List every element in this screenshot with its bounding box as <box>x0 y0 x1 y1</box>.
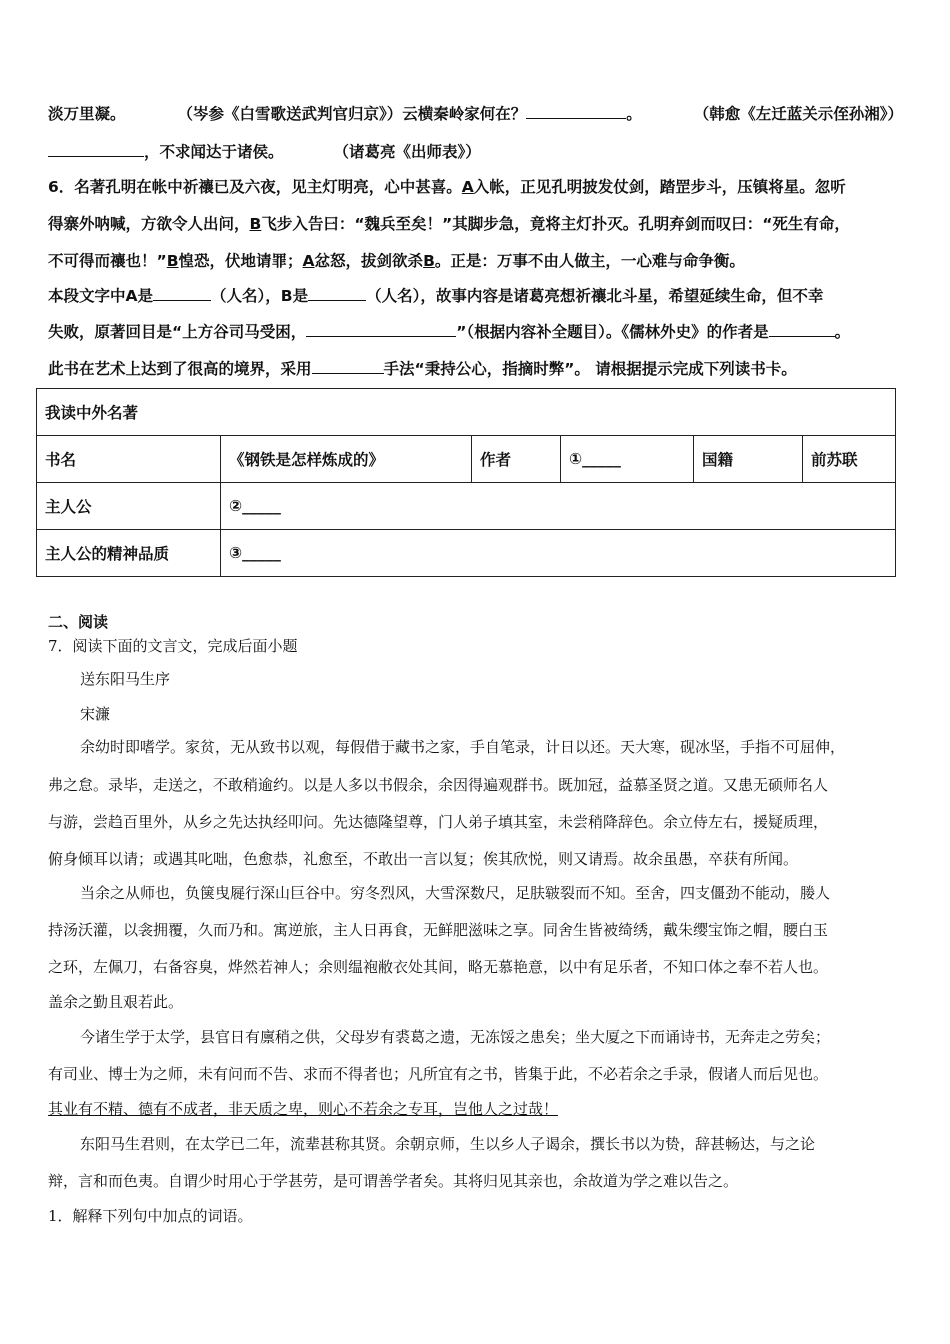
poem-line-1: 淡万里凝。 （岑参《白雪歌送武判官归京》）云横秦岭家何在？ 。 （韩愈《左迁蓝关示侄孙湘》） <box>48 105 904 123</box>
blank[interactable] <box>526 104 626 119</box>
blank-name-a[interactable] <box>153 286 211 301</box>
essay-author: 宋濂 <box>80 705 111 723</box>
q6-line-5: 失败，原著回目是“上方谷司马受困， ”（根据内容补全题目）。《儒林外史》的作者是 。 <box>48 323 851 341</box>
poem-line-2: ，不求闻达于诸侯。 （诸葛亮《出师表》） <box>48 140 481 162</box>
q6-line-6: 此书在艺术上达到了很高的境界，采用 手法“秉持公心，指摘时弊”。 请根据提示完成下列读书卡。 <box>48 360 797 378</box>
hero-value[interactable]: ②_____ <box>221 483 896 530</box>
nation-value: 前苏联 <box>803 436 896 483</box>
q6-line-4: 本段文字中A是 （人名），B是 （人名），故事内容是诸葛亮想祈禳北斗星，希望延续生命，但不幸 <box>48 287 824 305</box>
blank-technique[interactable] <box>312 359 384 374</box>
reading-card-table <box>36 388 896 577</box>
q6-line-1: 6．名著孔明在帐中祈禳已及六夜，见主灯明亮，心中甚喜。A入帐，正见孔明披发仗剑，踏罡步斗，压镇将星。忽听 <box>48 178 846 196</box>
blank-author[interactable] <box>769 322 835 337</box>
essay-title: 送东阳马生序 <box>80 670 171 688</box>
book-label: 书名 <box>37 436 221 483</box>
underlined-sentence: 其业有不精、德有不成者，非天质之卑，则心不若余之专耳，岂他人之过哉！ <box>48 1100 559 1118</box>
q6-line-2: 得寨外呐喊，方欲令人出问，B飞步入告曰：“魏兵至矣！”其脚步急，竟将主灯扑灭。孔明弃剑而叹曰：“死生有命， <box>48 215 850 233</box>
blank-chapter[interactable] <box>306 322 456 337</box>
spirit-label: 主人公的精神品质 <box>37 530 221 577</box>
nation-label: 国籍 <box>694 436 803 483</box>
sub-question-1: 1．解释下列句中加点的词语。 <box>48 1207 253 1225</box>
card-header: 我读中外名著 <box>37 389 896 436</box>
section-heading: 二、阅读 <box>48 613 109 631</box>
author-value[interactable]: ①_____ <box>561 436 694 483</box>
hero-label: 主人公 <box>37 483 221 530</box>
spirit-value[interactable]: ③_____ <box>221 530 896 577</box>
q6-line-3: 不可得而禳也！”B惶恐，伏地请罪；A忿怒，拔剑欲杀B。正是：万事不由人做主，一心难与命争衡。 <box>48 252 745 270</box>
author-label: 作者 <box>472 436 561 483</box>
blank-name-b[interactable] <box>308 286 366 301</box>
blank[interactable] <box>48 142 144 157</box>
q7-prompt: 7．阅读下面的文言文，完成后面小题 <box>48 637 298 655</box>
book-value: 《钢铁是怎样炼成的》 <box>221 436 472 483</box>
